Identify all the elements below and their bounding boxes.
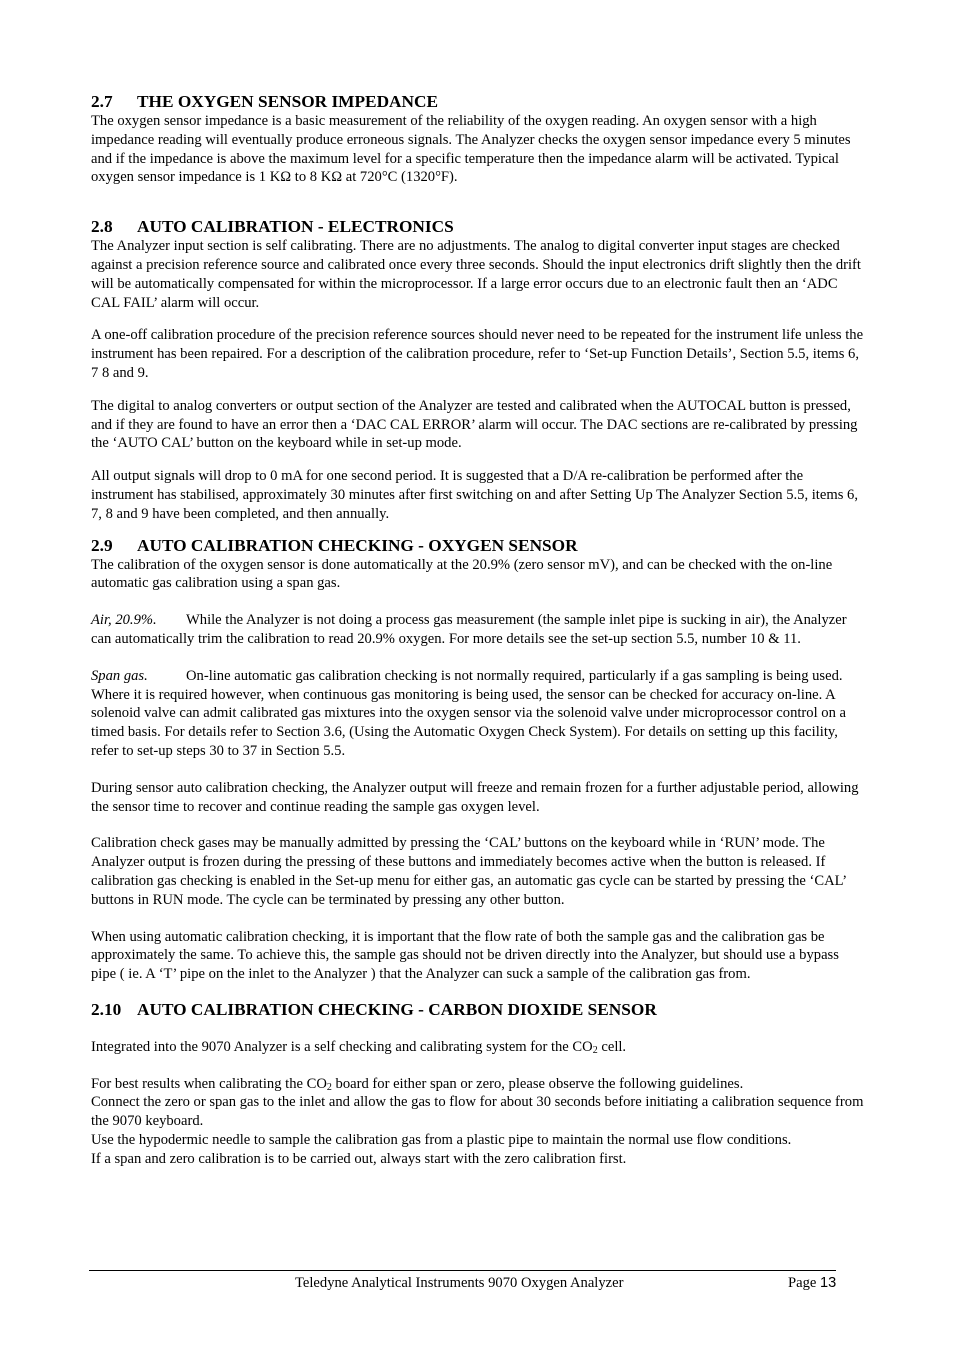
footer-divider: [89, 1270, 836, 1271]
section-number: 2.8: [91, 217, 113, 237]
paragraph: All output signals will drop to 0 mA for one second period. It is suggested that a D/A re-calibration be performed after the instrument has stabilised, approximately 30 minutes after first switching on and after Setting Up The Analyzer Section 5.5, items 6, 7, 8 and 9 have been completed, and then annually.: [91, 468, 858, 522]
section-title: THE OXYGEN SENSOR IMPEDANCE: [137, 92, 439, 111]
section-number: 2.10: [91, 999, 122, 1019]
paragraph: Connect the zero or span gas to the inlet and allow the gas to flow for about 30 seconds before initiating a calibration sequence from the 9070 keyboard.: [91, 1094, 864, 1130]
section-title: AUTO CALIBRATION CHECKING - OXYGEN SENSOR: [137, 535, 578, 555]
paragraph: The calibration of the oxygen sensor is done automatically at the 20.9% (zero sensor mV), and can be checked with the on-line automatic gas calibration using a span gas.: [91, 556, 833, 592]
paragraph: [91, 1038, 866, 1057]
paragraph: When using automatic calibration checking, it is important that the flow rate of both the sample gas and the calibration gas be approximately the same. To achieve this, the sample gas should not be driven directly into the Analyzer, but should use a bypass pipe ( ie. A ‘T’ pipe on the inlet to the Analyzer ) that the Analyzer can suck a sample of the calibration gas from.: [91, 928, 839, 983]
inline-text: While the Analyzer is not doing a process gas measurement (the sample inlet pipe is sucking in air), the Analyzer can automatically trim the calibration to read 20.9% oxygen. For more details see the set-up section 5.5, number 10 & 11.: [91, 612, 847, 647]
footer-title: Teledyne Analytical Instruments 9070 Oxygen Analyzer: [295, 1275, 624, 1291]
paragraph: [91, 1075, 866, 1094]
section-heading-2-8: [91, 217, 866, 237]
paragraph: Use the hypodermic needle to sample the calibration gas from a plastic pipe to maintain the normal use flow conditions.: [91, 1132, 792, 1149]
paragraph-air: [91, 611, 866, 649]
section-number: 2.9: [91, 535, 113, 555]
text-run: board for either span or zero, please observe the following guidelines.: [331, 1075, 744, 1092]
section-title: AUTO CALIBRATION CHECKING - CARBON DIOXIDE SENSOR: [137, 999, 657, 1019]
paragraph: Calibration check gases may be manually admitted by pressing the ‘CAL’ buttons on the keyboard while in ‘RUN’ mode. The Analyzer output is frozen during the pressing of these buttons and immediately becomes active when the button is released. If calibration gas checking is enabled in the Set-up menu for either gas, an automatic gas cycle can be started by pressing the ‘CAL’ buttons in RUN mode. The cycle can be terminated by pressing any other button.: [91, 835, 846, 908]
inline-text: On-line automatic gas calibration checking is not normally required, particularly if a gas sampling is being used. Where it is required however, when continuous gas monitoring is being used, the sensor can be checked for accuracy on-line. A solenoid valve can admit calibrated gas mixtures into the oxygen sensor via the solenoid valve under microprocessor control on a timed basis. For details refer to Section 3.6, (Using the Automatic Oxygen Check System). For details on setting up this facility, refer to set-up steps 30 to 37 in Section 5.5.: [91, 667, 847, 759]
paragraph: The digital to analog converters or output section of the Analyzer are tested and calibrated when the AUTOCAL button is pressed, and if they are found to have an error then a ‘DAC CAL ERROR’ alarm will occur. The DAC sections are re-calibrated by pressing the ‘AUTO CAL’ button on the keyboard while in set-up mode.: [91, 397, 858, 452]
section-heading-2-10: [91, 1000, 866, 1020]
paragraph: A one-off calibration procedure of the precision reference sources should never need to be repeated for the instrument life unless the instrument has been repaired. For a description of the calibration procedure, refer to ‘Set-up Function Details’, Section 5.5, items 6, 7 8 and 9.: [91, 327, 864, 381]
footer-page-number: [788, 1274, 836, 1293]
text-run: For best results when calibrating the CO: [91, 1075, 327, 1092]
section-heading-2-9: [91, 536, 866, 556]
paragraph: If a span and zero calibration is to be carried out, always start with the zero calibration first.: [91, 1150, 627, 1167]
page-label: Page: [788, 1275, 821, 1291]
page-number: 13: [820, 1275, 837, 1291]
inline-label-span-gas: Span gas.: [91, 667, 148, 684]
document-body: [91, 92, 866, 1169]
paragraph: During sensor auto calibration checking, the Analyzer output will freeze and remain frozen for a further adjustable period, allowing the sensor time to recover and continue reading the sample gas oxygen level.: [91, 779, 859, 815]
subscript: 2: [592, 1044, 598, 1056]
paragraph: The Analyzer input section is self calibrating. There are no adjustments. The analog to digital converter input stages are checked against a precision reference source and calibrated once every three seconds. Should the input electronics drift slightly then the drift will be automatically compensated for within the microprocessor. If a large error occurs due to an electronic fault then an ‘ADC CAL FAIL’ alarm will occur.: [91, 238, 861, 311]
paragraph: The oxygen sensor impedance is a basic measurement of the reliability of the oxygen reading. An oxygen sensor with a high impedance reading will eventually produce erroneous signals. The Analyzer checks the oxygen sensor impedance every 5 minutes and if the impedance is above the maximum level for a specific temperature then the impedance alarm will be activated. Typical oxygen sensor impedance is 1 KΩ to 8 KΩ at 720°C (1320°F).: [91, 113, 851, 186]
subscript: 2: [326, 1081, 332, 1093]
section-heading-2-7: [91, 92, 866, 112]
section-title: AUTO CALIBRATION - ELECTRONICS: [137, 217, 454, 237]
paragraph-span-gas: [91, 667, 866, 761]
inline-label-air: Air, 20.9%.: [91, 612, 157, 629]
text-run: cell.: [597, 1038, 627, 1055]
section-number: 2.7: [91, 92, 113, 111]
text-run: Integrated into the 9070 Analyzer is a self checking and calibrating system for the CO: [91, 1038, 593, 1055]
